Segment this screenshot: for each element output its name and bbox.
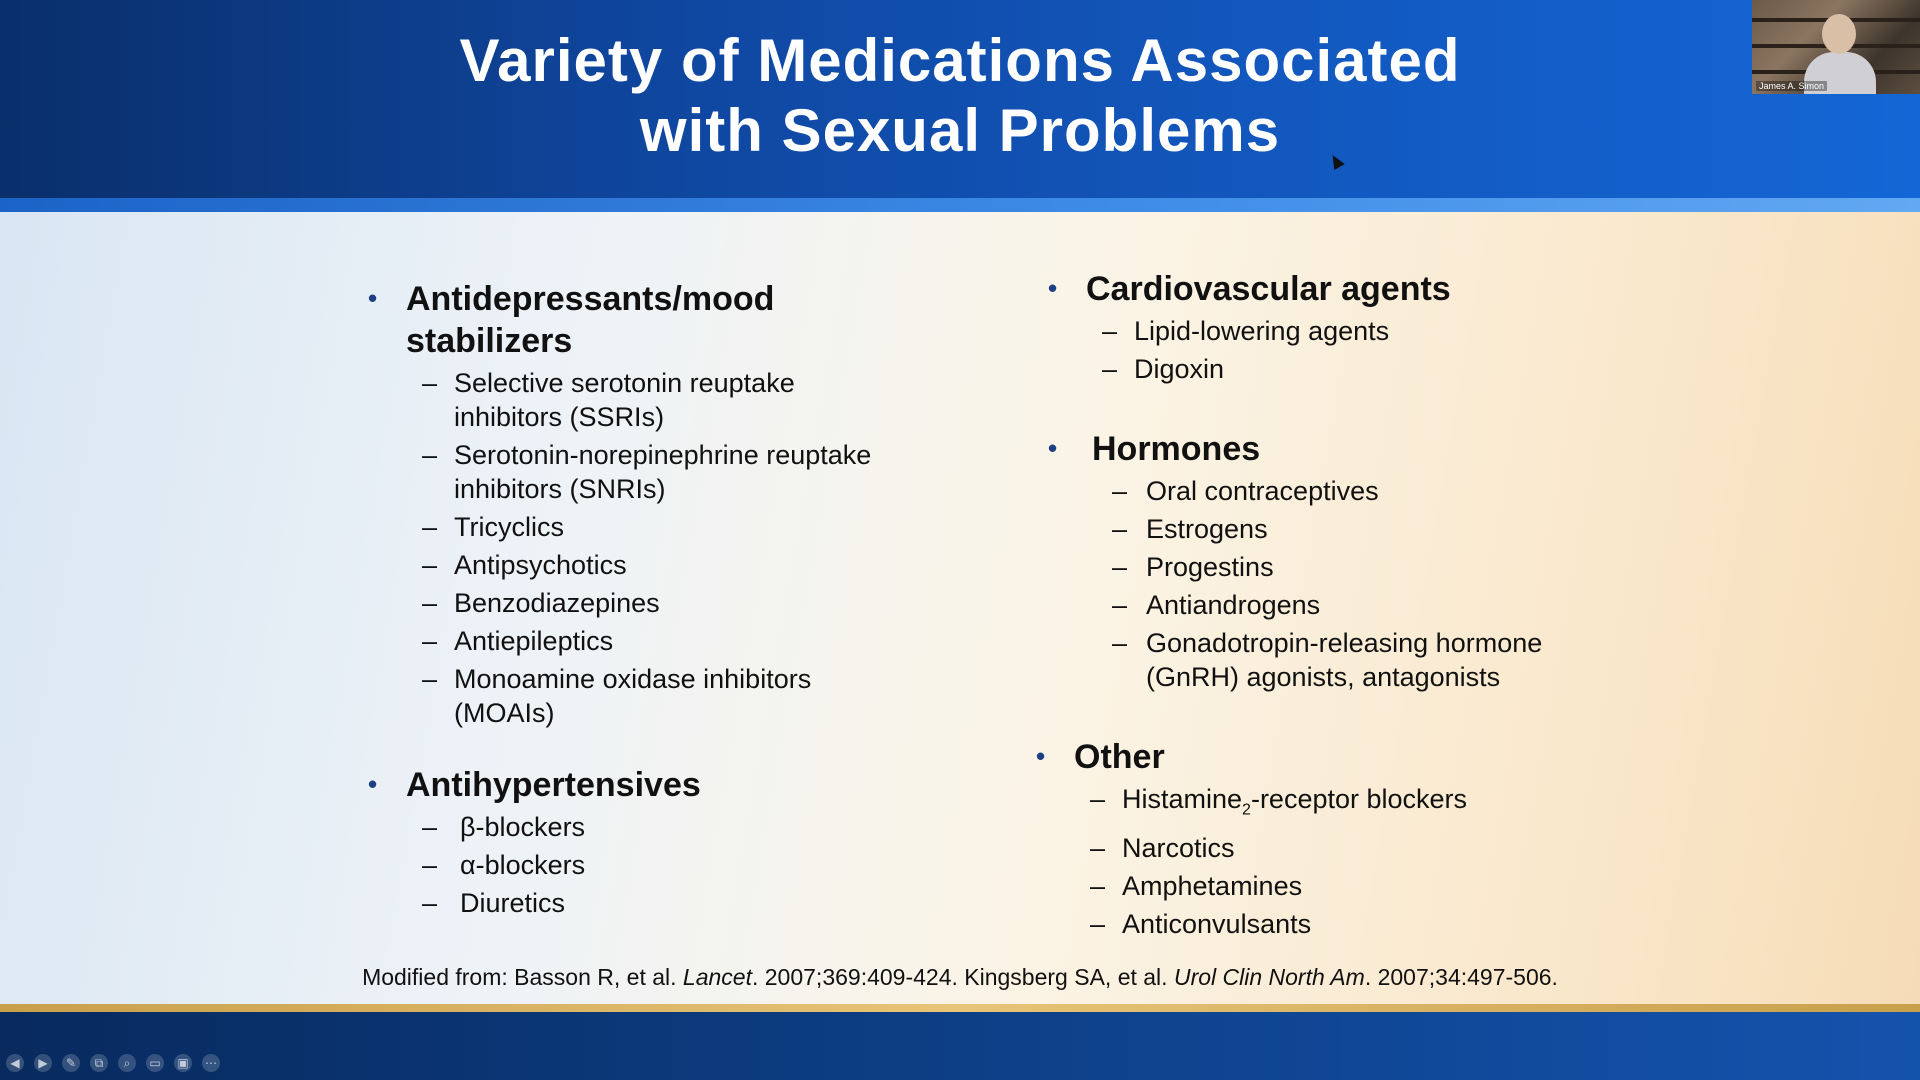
- list-item: [1040, 550, 1680, 584]
- slide-title: [0, 26, 1920, 166]
- slide-header: [0, 0, 1920, 198]
- item-line: Benzodiazepines: [454, 588, 660, 618]
- sub-item-list: [360, 810, 940, 920]
- subscript: 2: [1242, 801, 1251, 819]
- item-line: Gonadotropin-releasing hormone: [1146, 628, 1543, 658]
- category-other: [1028, 736, 1680, 941]
- spacer: [1040, 390, 1680, 428]
- list-item: [1040, 626, 1680, 694]
- slide-title-line2: with Sexual Problems: [639, 97, 1281, 164]
- citation-journal: Lancet: [682, 964, 752, 990]
- citation-journal: Urol Clin North Am: [1173, 964, 1365, 990]
- item-line: Serotonin-norepinephrine reuptake: [454, 440, 872, 470]
- heading-line: Antihypertensives: [406, 766, 701, 804]
- list-item: [360, 624, 940, 658]
- item-line: (MOAIs): [454, 698, 555, 728]
- list-item: [360, 366, 940, 434]
- sub-item-list: [1028, 782, 1680, 941]
- list-item: [360, 438, 940, 506]
- sub-item-list: [1040, 314, 1680, 386]
- dash-icon: –: [422, 550, 438, 580]
- dash-icon: –: [1102, 316, 1118, 346]
- bullet-icon: •: [368, 283, 378, 313]
- item-line: Selective serotonin reuptake: [454, 368, 795, 398]
- list-item: [1040, 474, 1680, 508]
- list-item: [360, 886, 940, 920]
- list-item: [1040, 314, 1680, 348]
- slides-grid-icon[interactable]: ⧉: [90, 1054, 108, 1072]
- slide-title-line1: Variety of Medications Associated: [459, 27, 1461, 94]
- more-options-icon[interactable]: ⋯: [202, 1054, 220, 1072]
- dash-icon: –: [1090, 833, 1106, 864]
- item-line: α-blockers: [460, 850, 586, 880]
- dash-icon: –: [422, 850, 438, 880]
- dash-icon: –: [422, 588, 438, 618]
- sub-item-list: [360, 366, 940, 730]
- dash-icon: –: [1090, 871, 1106, 902]
- pen-icon[interactable]: ✎: [62, 1054, 80, 1072]
- citation-text: . 2007;369:409-424. Kingsberg SA, et al.: [751, 964, 1174, 990]
- slide-footer-band: [0, 1012, 1920, 1080]
- heading-line: Hormones: [1092, 430, 1261, 468]
- presenter-head: [1822, 14, 1856, 54]
- header-stripe: [0, 198, 1920, 212]
- bullet-icon: •: [368, 769, 378, 799]
- list-item: [1028, 782, 1680, 827]
- bullet-icon: •: [1036, 741, 1046, 771]
- item-line: β-blockers: [460, 812, 586, 842]
- item-line: inhibitors (SNRIs): [454, 474, 666, 504]
- dash-icon: –: [422, 512, 438, 542]
- item-line: Amphetamines: [1122, 871, 1303, 902]
- sub-item-list: [1040, 474, 1680, 694]
- gold-divider: [0, 1004, 1920, 1012]
- spacer: [1040, 698, 1680, 736]
- item-line: Anticonvulsants: [1122, 909, 1312, 940]
- item-line: Digoxin: [1134, 354, 1225, 384]
- list-item: [360, 662, 940, 730]
- dash-icon: –: [1112, 514, 1128, 544]
- slide-content: [0, 212, 1920, 1004]
- dash-icon: –: [1112, 590, 1128, 620]
- citation-text: . 2007;34:497-506.: [1364, 964, 1558, 990]
- dash-icon: –: [422, 440, 438, 470]
- screen-icon[interactable]: ▣: [174, 1054, 192, 1072]
- zoom-icon[interactable]: ⌕: [118, 1054, 136, 1072]
- list-item: [1028, 831, 1680, 865]
- dash-icon: –: [422, 626, 438, 656]
- list-item: [1028, 907, 1680, 941]
- dash-icon: –: [1090, 909, 1106, 940]
- list-item: [360, 848, 940, 882]
- item-text: -receptor blockers: [1250, 784, 1468, 814]
- list-item: [360, 510, 940, 544]
- item-line: Estrogens: [1146, 514, 1268, 544]
- item-line: Monoamine oxidase inhibitors: [454, 664, 812, 694]
- item-line: (GnRH) agonists, antagonists: [1146, 662, 1501, 692]
- item-line: Antipsychotics: [454, 550, 627, 580]
- heading-line: Antidepressants/mood: [406, 280, 775, 318]
- list-item: [1040, 512, 1680, 546]
- dash-icon: –: [1112, 552, 1128, 582]
- citation: [0, 964, 1920, 991]
- dash-icon: –: [422, 368, 438, 398]
- list-item: [1028, 869, 1680, 903]
- webcam-thumbnail[interactable]: [1752, 0, 1920, 94]
- bullet-icon: •: [1048, 433, 1058, 463]
- category-cardiovascular: [1040, 268, 1680, 386]
- item-text: Histamine: [1122, 784, 1243, 814]
- list-item: [360, 548, 940, 582]
- list-item: [360, 810, 940, 844]
- category-antihypertensives: [360, 764, 940, 920]
- category-heading: [360, 764, 940, 806]
- dash-icon: –: [1112, 628, 1128, 658]
- category-heading: [1040, 268, 1680, 310]
- heading-line: Other: [1074, 738, 1165, 776]
- dash-icon: –: [1112, 476, 1128, 506]
- item-line: Narcotics: [1122, 833, 1235, 864]
- heading-line: Cardiovascular agents: [1086, 270, 1451, 308]
- item-line: Diuretics: [460, 888, 566, 918]
- list-item: [360, 586, 940, 620]
- item-line: Lipid-lowering agents: [1134, 316, 1390, 346]
- item-line: Progestins: [1146, 552, 1274, 582]
- item-line: Tricyclics: [454, 512, 564, 542]
- item-line: Antiandrogens: [1146, 590, 1321, 620]
- webcam-name-label: James A. Simon: [1756, 81, 1827, 91]
- category-hormones: [1040, 428, 1680, 694]
- dash-icon: –: [422, 888, 438, 918]
- item-line: inhibitors (SSRIs): [454, 402, 665, 432]
- spacer: [360, 734, 940, 764]
- dash-icon: –: [1090, 784, 1106, 814]
- subtitle-icon[interactable]: ▭: [146, 1054, 164, 1072]
- left-column: [360, 278, 940, 924]
- category-heading: [1028, 736, 1680, 778]
- right-column: [1036, 268, 1680, 945]
- category-antidepressants: [360, 278, 940, 730]
- previous-slide-icon[interactable]: ◀: [6, 1054, 24, 1072]
- category-heading: [1040, 428, 1680, 470]
- item-line: Antiepileptics: [454, 626, 614, 656]
- citation-text: Modified from: Basson R, et al.: [362, 964, 683, 990]
- dash-icon: –: [1102, 354, 1118, 384]
- bullet-icon: •: [1048, 273, 1058, 303]
- item-line: Oral contraceptives: [1146, 476, 1379, 506]
- next-slide-icon[interactable]: ▶: [34, 1054, 52, 1072]
- category-heading: [360, 278, 940, 362]
- dash-icon: –: [422, 812, 438, 842]
- presentation-toolbar: [6, 1054, 220, 1074]
- dash-icon: –: [422, 664, 438, 694]
- list-item: [1040, 588, 1680, 622]
- list-item: [1040, 352, 1680, 386]
- heading-line: stabilizers: [406, 322, 573, 360]
